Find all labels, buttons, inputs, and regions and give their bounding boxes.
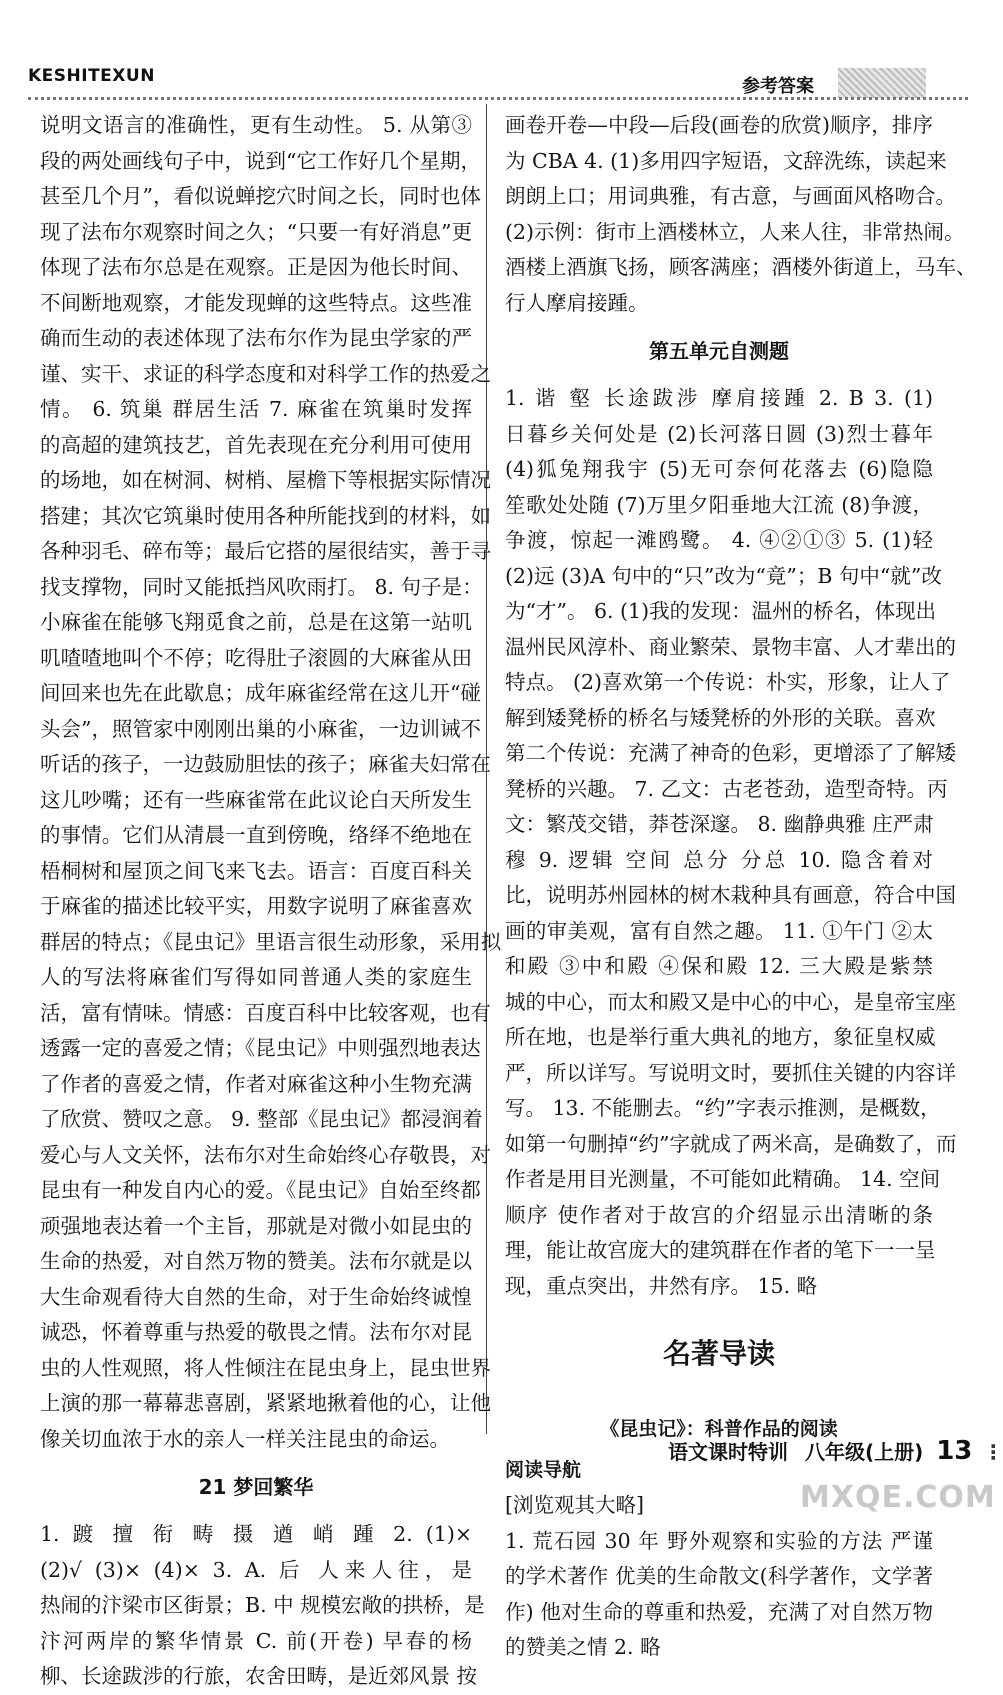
left-a-line: 于麻雀的描述比较平实，用数字说明了麻雀喜欢 <box>40 894 472 918</box>
left-a-line: 透露一定的喜爱之情；《昆虫记》中则强烈地表达 <box>40 1036 481 1060</box>
left-a-line: 群居的特点；《昆虫记》里语言很生动形象，采用拟 <box>40 929 502 954</box>
left-b-line: 柳、长途跋涉的行旅，农舍田畴，是近郊风景 按 <box>40 1664 478 1688</box>
right-b-line: 如第一句删掉“约”字就成了两米高，是确数了，而 <box>505 1131 957 1156</box>
left-a-line: 梧桐树和屋顶之间飞来飞去。语言：百度百科关 <box>40 858 472 883</box>
heading-lesson-21: 21 梦回繁华 <box>198 1475 314 1499</box>
header-brand: KESHITEXUN <box>28 66 155 86</box>
right-b-line: (2)远 (3)A 句中的“只”改为“竟”；B 句中“就”改 <box>505 563 942 588</box>
right-b-line: 所在地，也是举行重大典礼的地方，象征皇权威 <box>505 1025 936 1049</box>
heading-insect-book: 《昆虫记》：科普作品的阅读 <box>600 1418 838 1440</box>
right-b-line: 特点。 (2)喜欢第一个传说：朴实，形象，让人了 <box>505 670 951 694</box>
right-b-line: 第二个传说：充满了神奇的色彩，更增添了了解矮 <box>505 741 956 765</box>
watermark: MXQE.COM <box>800 1480 996 1515</box>
left-a-line: 段的两处画线句子中，说到“它工作好几个星期， <box>40 148 481 173</box>
header-section-title: 参考答案 <box>742 76 814 97</box>
left-a-line: 搭建；其次它筑巢时使用各种所能找到的材料，如 <box>40 503 491 528</box>
left-a-line: 的事情。它们从清晨一直到傍晚，络绎不绝地在 <box>40 823 472 847</box>
right-b-line: 解到矮凳桥的桥名与矮凳桥的外形的关联。喜欢 <box>505 705 936 730</box>
right-b-line: 严，所以详写。写说明文时，要抓住关键的内容详 <box>505 1060 956 1085</box>
heading-unit-5-test: 第五单元自测题 <box>649 339 789 363</box>
right-b-line: 画的审美观，富有自然之趣。 11. ①午门 ②太 <box>505 918 933 943</box>
right-b-line: 笙歌处处随 (7)万里夕阳垂地大江流 (8)争渡， <box>505 492 933 517</box>
footer-book-title: 语文课时特训 <box>668 1440 788 1464</box>
left-a-line: 谨、实干、求证的科学态度和对科学工作的热爱之 <box>40 361 491 386</box>
left-a-line: 确而生动的表述体现了法布尔作为昆虫学家的严 <box>40 326 472 350</box>
left-a-line: 情。 6. 筑巢 群居生活 7. 麻雀在筑巢时发挥 <box>40 397 472 421</box>
left-a-line: 了欣赏、赞叹之意。 9. 整部《昆虫记》都浸润着 <box>40 1107 483 1131</box>
left-a-line: 了作者的喜爱之情，作者对麻雀这种小生物充满 <box>40 1071 472 1096</box>
right-lines-a <box>505 108 977 321</box>
left-b-line: 1. 踱 擅 衔 畴 摄 遒 峭 踵 2. (1)× <box>40 1522 472 1546</box>
right-c-line: 作) 他对生命的尊重和热爱，充满了对自然万物 <box>505 1599 933 1624</box>
right-b-line: 写。 13. 不能删去。“约”字表示推测，是概数， <box>505 1096 941 1120</box>
left-a-line: 大生命观看待大自然的生命，对于生命始终诚惶 <box>40 1284 472 1309</box>
right-b-line: 比，说明苏州园林的树木栽种具有画意，符合中国 <box>505 883 956 907</box>
left-a-line: 体现了法布尔总是在观察。正是因为他长时间、 <box>40 255 472 279</box>
left-a-line: 的高超的建筑技艺，首先表现在充分利用可使用 <box>40 432 472 457</box>
header-pattern <box>838 68 926 98</box>
right-b-line: 凳桥的兴趣。 7. 乙文：古老苍劲，造型奇特。丙 <box>505 776 948 801</box>
left-a-line: 活，富有情味。情感：百度百科中比较客观，也有 <box>40 1000 491 1025</box>
left-a-line: 昆虫有一种发自内心的爱。《昆虫记》自始至终都 <box>40 1178 481 1202</box>
left-b-line: 汴河两岸的繁华情景 C. 前(开卷) 早春的杨 <box>40 1628 472 1653</box>
right-lines-b <box>505 381 957 1304</box>
left-a-line: 虫的人性观照，将人性倾注在昆虫身上，昆虫世界 <box>40 1355 491 1380</box>
left-a-line: 上演的那一幕幕悲喜剧，紧紧地揪着他的心，让他 <box>40 1391 491 1415</box>
right-b-line: 穆 9. 逻辑 空间 总分 分总 10. 隐含着对 <box>505 847 933 872</box>
right-b-line: 理，能让故宫庞大的建筑群在作者的笔下一一呈 <box>505 1238 936 1262</box>
left-a-line: 各种羽毛、碎布等；最后它搭的屋很结实，善于寻 <box>40 539 491 563</box>
footer-dots-icon: ⋮ <box>983 1440 1003 1464</box>
right-b-line: 顺序 使作者对于故宫的介绍显示出清晰的条 <box>505 1202 933 1227</box>
right-c-line: 1. 荒石园 30 年 野外观察和实验的方法 严谨 <box>505 1528 933 1553</box>
left-a-line: 不间断地观察，才能发现蝉的这些特点。这些准 <box>40 290 472 315</box>
left-a-line: 说明文语言的准确性，更有生动性。 5. 从第③ <box>40 113 472 137</box>
left-column <box>40 108 502 1695</box>
right-lines-c <box>505 1524 933 1666</box>
header-rule <box>28 97 968 100</box>
left-a-line: 人的写法将麻雀们写得如同普通人类的家庭生 <box>40 965 472 989</box>
right-b-line: 文：繁茂交错，莽苍深邃。 8. 幽静典雅 庄严肃 <box>505 812 934 836</box>
right-b-line: 日暮乡关何处是 (2)长河落日圆 (3)烈士暮年 <box>505 421 933 446</box>
right-b-line: 1. 谐 壑 长途跋涉 摩肩接踵 2. B 3. (1) <box>505 386 933 410</box>
left-a-line: 这儿吵嘴；还有一些麻雀常在此议论白天所发生 <box>40 787 472 812</box>
left-a-line: 像关切血浓于水的亲人一样关注昆虫的命运。 <box>40 1426 450 1451</box>
right-b-line: 作者是用目光测量，不可能如此精确。 14. 空间 <box>505 1167 941 1191</box>
left-a-line: 叽喳喳地叫个不停；吃得肚子滚圆的大麻雀从田 <box>40 645 472 670</box>
footer-grade: 八年级(上册) <box>804 1440 924 1464</box>
right-c-line: 的赞美之情 2. 略 <box>505 1635 661 1659</box>
left-a-line: 找支撑物，同时又能抵挡风吹雨打。 8. 句子是： <box>40 574 483 599</box>
left-a-line: 甚至几个月”，看似说蝉挖穴时间之长，同时也体 <box>40 184 481 208</box>
left-b-line: 热闹的汴梁市区街景；B. 中 规模宏敞的拱桥，是 <box>40 1593 485 1617</box>
left-a-line: 生命的热爱，对自然万物的赞美。法布尔就是以 <box>40 1249 472 1273</box>
heading-classics-guide: 名著导读 <box>662 1337 775 1370</box>
left-a-line: 头会”，照管家中刚刚出巢的小麻雀，一边训诫不 <box>40 716 481 741</box>
left-lines-b <box>40 1517 485 1695</box>
right-b-line: 城的中心，而太和殿又是中心的中心，是皇帝宝座 <box>505 989 956 1014</box>
left-a-line: 诚恐，怀着尊重与热爱的敬畏之情。法布尔对昆 <box>40 1320 472 1344</box>
right-a-line: 行人摩肩接踵。 <box>505 290 649 315</box>
heading-reading-nav: 阅读导航 <box>505 1459 582 1481</box>
bracket-heading: [浏览观其大略] <box>505 1493 644 1517</box>
left-a-line: 爱心与人文关怀，法布尔对生命始终心存敬畏，对 <box>40 1142 491 1167</box>
left-a-line: 顽强地表达着一个主旨，那就是对微小如昆虫的 <box>40 1213 472 1238</box>
right-a-line: 酒楼上酒旗飞扬，顾客满座；酒楼外街道上，马车、 <box>505 255 977 279</box>
page-number: 13 <box>936 1436 973 1466</box>
left-a-line: 间回来也先在此歇息；成年麻雀经常在这儿开“碰 <box>40 681 481 705</box>
left-b-line: (2)√ (3)× (4)× 3. A. 后 人来人往，是 <box>40 1557 472 1582</box>
left-a-line: 听话的孩子，一边鼓励胆怯的孩子；麻雀夫妇常在 <box>40 752 491 776</box>
left-a-line: 现了法布尔观察时间之久；“只要一有好消息”更 <box>40 219 472 244</box>
right-a-line: 为 CBA 4. (1)多用四字短语，文辞洗练，读起来 <box>505 148 947 173</box>
right-column <box>505 108 977 1666</box>
right-b-line: 温州民风淳朴、商业繁荣、景物丰富、人才辈出的 <box>505 634 956 659</box>
right-b-line: 为“才”。 6. (1)我的发现：温州的桥名，体现出 <box>505 599 937 623</box>
right-b-line: 和殿 ③中和殿 ④保和殿 12. 三大殿是紫禁 <box>505 954 933 978</box>
left-lines-a <box>40 108 502 1457</box>
right-a-line: 朗朗上口；用词典雅，有古意，与画面风格吻合。 <box>505 184 956 208</box>
right-a-line: 画卷开卷—中段—后段(画卷的欣赏)顺序，排序 <box>505 113 933 137</box>
right-b-line: (4)狐兔翔我宇 (5)无可奈何花落去 (6)隐隐 <box>505 457 933 481</box>
right-a-line: (2)示例：街市上酒楼林立，人来人往，非常热闹。 <box>505 219 965 244</box>
left-a-line: 的场地，如在树洞、树梢、屋檐下等根据实际情况 <box>40 468 491 492</box>
right-b-line: 争渡，惊起一滩鸥鹭。 4. ④②①③ 5. (1)轻 <box>505 528 933 552</box>
footer <box>668 1436 1003 1466</box>
left-a-line: 小麻雀在能够飞翔觅食之前，总是在这第一站叽 <box>40 610 472 634</box>
right-c-line: 的学术著作 优美的生命散文(科学著作，文学著 <box>505 1564 933 1588</box>
right-b-line: 现，重点突出，井然有序。 15. 略 <box>505 1273 818 1298</box>
